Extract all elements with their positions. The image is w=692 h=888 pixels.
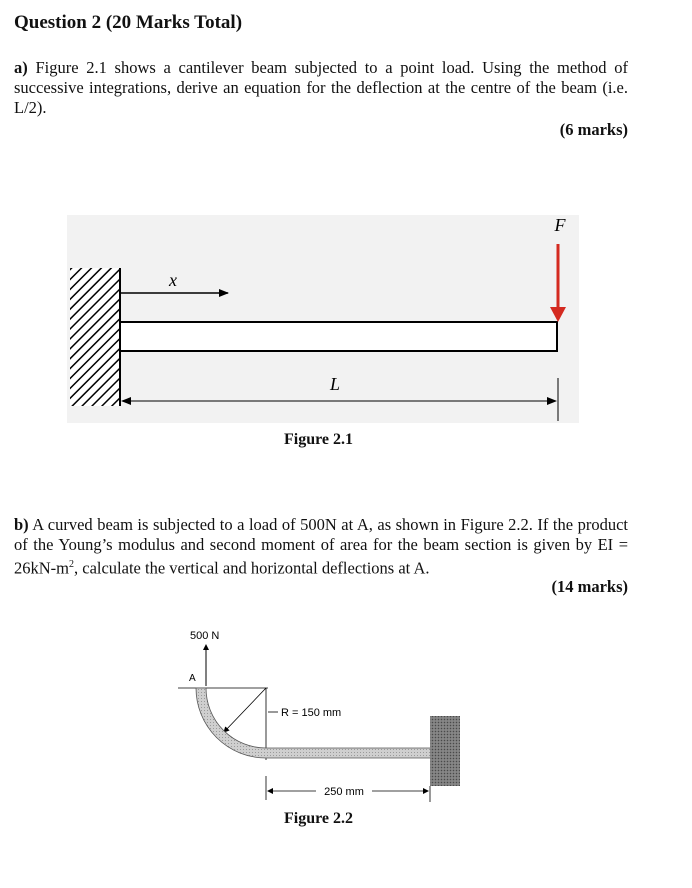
part-b-body-end: , calculate the vertical and horizontal deflections at A.	[74, 558, 430, 578]
part-b-marks: (14 marks)	[551, 577, 628, 596]
x-label: x	[169, 270, 177, 290]
radius-arrow	[224, 688, 266, 732]
part-b-body: A curved beam is subjected to a load of 500N at A, as shown in Figure 2.2. If the product of the Young’s modulus and second moment of area for the beam section is given by EI = 26kN-m	[14, 515, 628, 578]
figure-background	[67, 215, 579, 423]
part-b-superscript: 2	[69, 559, 74, 570]
cantilever-beam	[120, 322, 557, 351]
length-label: L	[329, 374, 341, 394]
curved-beam	[196, 688, 432, 758]
question-title: Question 2 (20 Marks Total)	[14, 12, 243, 33]
part-a-body: Figure 2.1 shows a cantilever beam subjected to a point load. Using the method of successive integrations, derive an equation for the deflection at the centre of the beam (i.e. L/2).	[14, 58, 628, 117]
figure-2-1-caption: Figure 2.1	[284, 431, 354, 448]
part-a-label: a)	[14, 58, 28, 77]
force-label: F	[554, 215, 566, 235]
figure-2-1	[0, 200, 692, 430]
load-label: 500 N	[190, 630, 220, 642]
fixed-support	[430, 716, 460, 786]
part-b-label: b)	[14, 515, 29, 534]
part-a-text	[14, 58, 628, 118]
fixed-wall	[70, 268, 120, 406]
figure-2-2-caption: Figure 2.2	[284, 810, 354, 827]
part-a-marks: (6 marks)	[559, 120, 628, 139]
length-dimension-label: 250 mm	[324, 786, 364, 798]
part-b-text	[14, 515, 628, 579]
radius-label: R = 150 mm	[281, 707, 342, 719]
figure-2-2	[0, 620, 692, 810]
point-a-label: A	[189, 673, 196, 684]
